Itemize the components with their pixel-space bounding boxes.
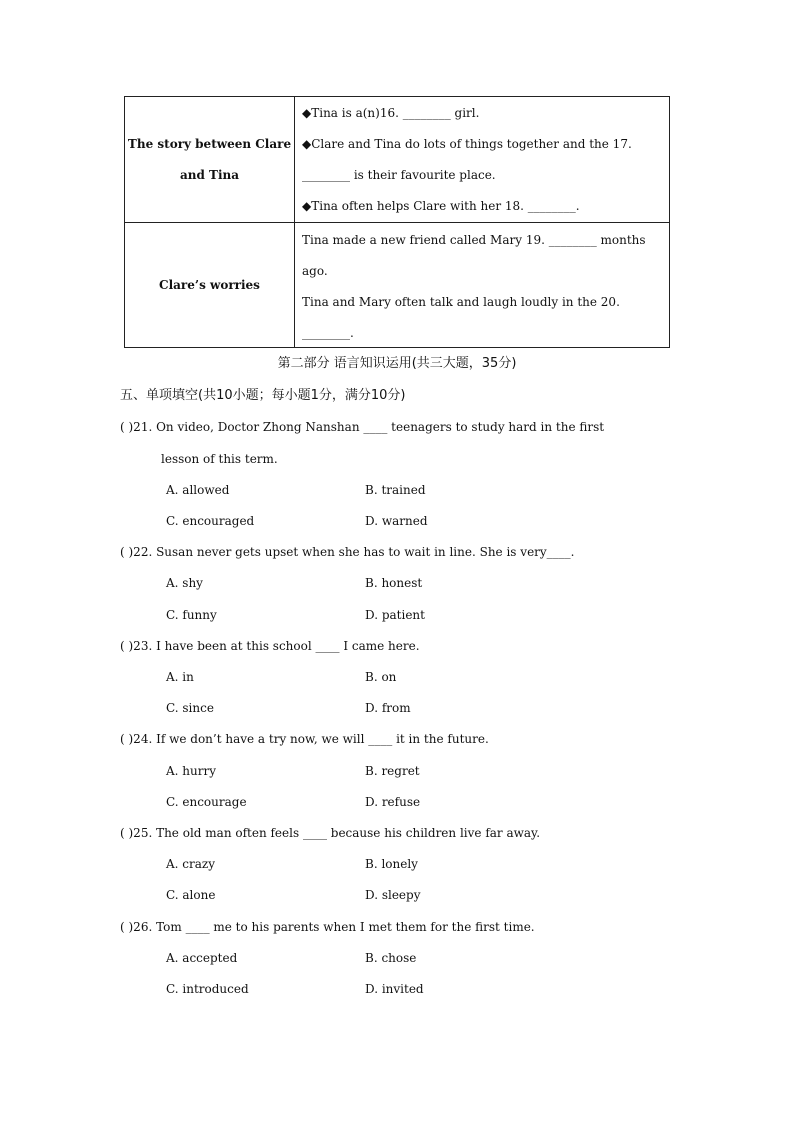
question-22-stem: ( )22. Susan never gets upset when she has to wait in line. She is very____. (120, 545, 575, 559)
option-c: C. encourage (166, 795, 247, 809)
content-line: Tina and Mary often talk and laugh loudly in the 20. (302, 295, 620, 309)
question-21-stem: ( )21. On video, Doctor Zhong Nanshan ____ teenagers to study hard in the first (120, 420, 605, 434)
question-26-stem: ( )26. Tom ____ me to his parents when I met them for the first time. (120, 920, 535, 934)
option-d: D. from (365, 701, 411, 715)
part-title: 五、单项填空(共10小题；每小题1分，满分10分) (120, 388, 406, 403)
option-b: B. trained (365, 483, 426, 497)
content-line: Tina made a new friend called Mary 19. ________ months (302, 233, 646, 247)
option-b: B. on (365, 670, 397, 684)
row-content-worries (302, 225, 663, 349)
option-a: A. shy (166, 576, 203, 590)
table-row-worries (125, 223, 669, 347)
option-b: B. regret (365, 764, 420, 778)
option-c: C. since (166, 701, 214, 715)
option-a: A. in (166, 670, 194, 684)
option-c: C. introduced (166, 982, 249, 996)
option-d: D. invited (365, 982, 424, 996)
option-d: D. sleepy (365, 888, 421, 902)
option-d: D. warned (365, 514, 428, 528)
row-content-story (302, 98, 663, 222)
option-b: B. honest (365, 576, 423, 590)
option-d: D. refuse (365, 795, 421, 809)
option-a: A. hurry (166, 764, 217, 778)
content-line: ago. (302, 264, 328, 278)
option-c: C. encouraged (166, 514, 255, 528)
option-b: B. lonely (365, 857, 418, 871)
option-d: D. patient (365, 608, 425, 622)
row-label-worries: Clare’s worries (125, 223, 295, 347)
question-24-stem: ( )24. If we don’t have a try now, we will ____ it in the future. (120, 732, 489, 746)
option-a: A. accepted (166, 951, 238, 965)
content-line: ◆Tina is a(n)16. ________ girl. (302, 106, 480, 120)
section-title: 第二部分 语言知识运用(共三大题，35分) (277, 356, 517, 371)
row-label-story (125, 97, 295, 222)
content-line: ◆Tina often helps Clare with her 18. ________. (302, 199, 580, 213)
table-row-story (125, 97, 669, 223)
option-c: C. funny (166, 608, 217, 622)
question-23-stem: ( )23. I have been at this school ____ I came here. (120, 639, 420, 653)
label-line: and Tina (179, 167, 240, 182)
option-a: A. crazy (166, 857, 216, 871)
content-line: ________. (302, 326, 354, 340)
summary-table (124, 96, 670, 348)
label-line: The story between Clare (127, 136, 292, 151)
option-a: A. allowed (166, 483, 230, 497)
content-line: ◆Clare and Tina do lots of things together and the 17. (302, 137, 632, 151)
question-21-stem-cont: lesson of this term. (161, 452, 278, 466)
question-25-stem: ( )25. The old man often feels ____ because his children live far away. (120, 826, 541, 840)
content-line: ________ is their favourite place. (302, 168, 496, 182)
option-c: C. alone (166, 888, 216, 902)
option-b: B. chose (365, 951, 417, 965)
